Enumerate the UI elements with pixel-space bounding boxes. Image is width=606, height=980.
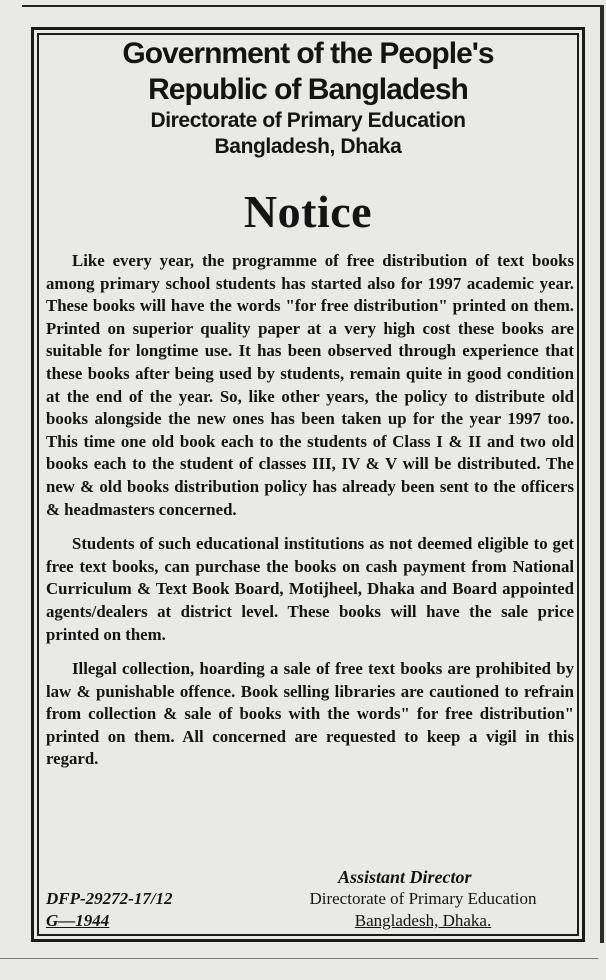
directorate-name: Directorate of Primary Education xyxy=(150,109,466,132)
notice-body xyxy=(46,250,574,771)
government-line-2: Republic of Bangladesh xyxy=(148,73,468,106)
signatory-organization: Directorate of Primary Education xyxy=(309,889,537,908)
reference-number: G—1944 xyxy=(46,911,110,930)
top-rule xyxy=(22,5,600,7)
bottom-rule xyxy=(0,958,598,959)
notice-title: Notice xyxy=(243,186,373,237)
directorate-location: Bangladesh, Dhaka xyxy=(214,135,402,158)
signature-block xyxy=(268,866,568,932)
reference-block xyxy=(46,888,173,932)
paragraph-purchase: Students of such educational institutions as not deemed eligible to get free text books, can purchase the books on cash payment from National Curriculum & Text Book Board, Motijheel, Dhaka and Board appointed agents/dealers at district level. These books will have the sale price printed on them. xyxy=(46,534,574,644)
signatory-location: Bangladesh, Dhaka. xyxy=(354,911,492,930)
paragraph-illegal-collection: Illegal collection, hoarding a sale of free text books are prohibited by law & punishable offence. Book selling libraries are cautioned to refrain from collection & sale of books with the words" for free distribution" printed on them. All concerned are requested to keep a vigil in this regard. xyxy=(46,659,574,769)
paragraph-free-distribution: Like every year, the programme of free distribution of text books among primary school students has started also for 1997 academic year. These books will have the words "for free distribution" printed on them. Printed on superior quality paper at a very high cost these books are suitable for longtime use. It has been observed through experience that these books after being used by students, remain quite in good condition at the end of the year. So, like other years, the policy to distribute old books alongside the new ones has been taken up for the year 1997 too. This time one old book each to the students of Class I & II and two old books each to the student of classes III, IV & V will be distributed. The new & old books distribution policy has already been sent to the officers & headmasters concerned. xyxy=(46,251,574,519)
government-line-1: Government of the People's xyxy=(122,37,494,70)
reference-code: DFP-29272-17/12 xyxy=(46,889,173,908)
right-column-rule xyxy=(600,5,604,943)
notice-header xyxy=(37,36,579,160)
signatory-title: Assistant Director xyxy=(338,867,472,887)
